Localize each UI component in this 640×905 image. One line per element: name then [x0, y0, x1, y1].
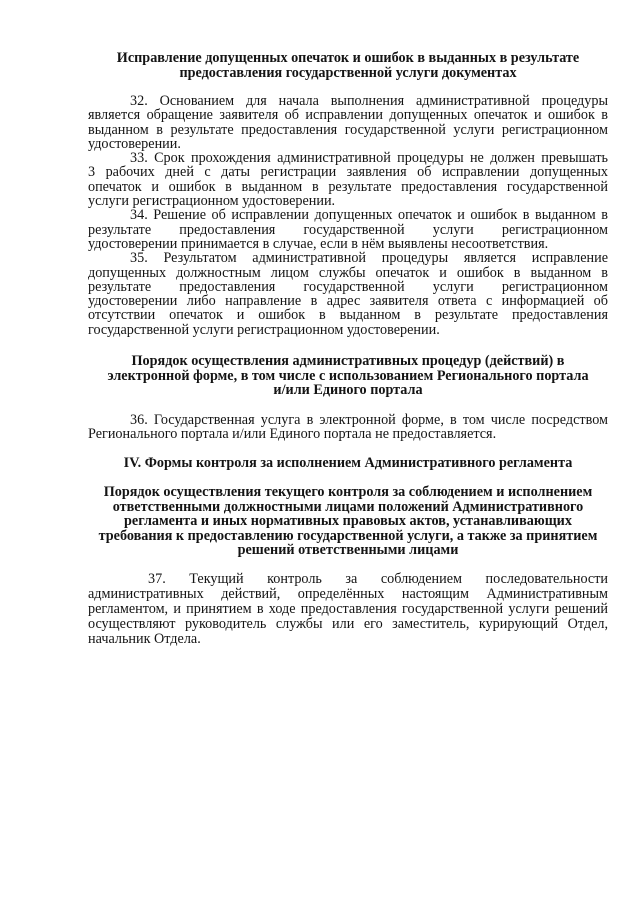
paragraph-number: 34. [130, 207, 148, 224]
paragraph-line: 3 рабочих дней с даты регистрации заявления об исправлении допущенных [88, 164, 608, 181]
chapter-title [88, 456, 608, 471]
paragraph-line: осуществляют руководитель службы или его заместитель, курирующий Отдел, [88, 616, 608, 632]
heading-line: регламента и иных нормативных правовых актов, устанавливающих [124, 513, 572, 529]
heading-line: Исправление допущенных опечаток и ошибок в выданных в результате [116, 50, 580, 66]
paragraph-32 [88, 94, 608, 151]
paragraph-line: отсутствии опечаток и ошибок в выданном в результате предоставления [88, 307, 608, 324]
paragraph-text: Срок прохождения административной процедуры не должен превышать [154, 150, 608, 167]
heading-line: решений ответственными лицами [237, 542, 459, 558]
paragraph-line: государственной услуги регистрационном удостоверении. [88, 321, 440, 338]
section-body-electronic [88, 413, 608, 442]
paragraph-text: Основанием для начала выполнения административной процедуры [159, 93, 608, 109]
paragraph-line: регламентом, и принятием в ходе предоставления государственной услуги решений [88, 601, 608, 617]
section-heading-corrections [88, 51, 608, 81]
paragraph-number: 35. [130, 250, 148, 267]
paragraph-text: Текущий контроль за соблюдением последовательности [189, 571, 609, 587]
heading-line: требования к предоставлению государственной услуги, а также за принятием [98, 527, 598, 544]
section-body-corrections [88, 94, 608, 337]
paragraph-line: является обращение заявителя об исправлении допущенных опечаток и ошибок в [88, 107, 608, 124]
paragraph-36 [88, 413, 608, 442]
paragraph-33 [88, 151, 608, 208]
paragraph-line: услуги регистрационном удостоверении. [88, 193, 336, 210]
section-heading-electronic [88, 354, 608, 398]
paragraph-line: удостоверении либо направление в адрес заявителя ответа с информацией об [88, 293, 608, 310]
paragraph-number: 32. [130, 93, 148, 109]
paragraph-line: начальник Отдела. [88, 631, 201, 647]
paragraph-35 [88, 251, 608, 337]
paragraph-first-line [88, 208, 608, 222]
heading-line: предоставления государственной услуги документах [179, 65, 517, 81]
paragraph-number: 36. [130, 412, 148, 428]
paragraph-line: административных действий, определённых настоящим Административным [88, 586, 608, 602]
chapter-title-line: IV. Формы контроля за исполнением Административного регламента [123, 455, 573, 471]
paragraph-line: Регионального портала и/или Единого портала не предоставляется. [88, 426, 497, 443]
section-body-control [88, 572, 608, 647]
paragraph-34 [88, 208, 608, 251]
paragraph-text: Результатом административной процедуры является исправление [163, 250, 608, 267]
paragraph-text: Государственная услуга в электронной форме, в том числе посредством [153, 412, 608, 428]
paragraph-line: опечаток и ошибок в выданном в результате предоставления государственной [88, 178, 608, 195]
heading-line: электронной форме, в том числе с использованием Регионального портала [107, 367, 589, 384]
paragraph-line: результате предоставления государственной услуги регистрационном [88, 221, 608, 238]
paragraph-line: допущенных должностным лицом службы опечаток и ошибок в выданном в [88, 264, 608, 281]
paragraph-text: Решение об исправлении допущенных опечаток и ошибок в выданном в [153, 207, 608, 224]
heading-line: ответственными должностными лицами положений Административного [112, 498, 584, 515]
paragraph-number: 33. [130, 150, 148, 167]
paragraph-number: 37. [148, 571, 166, 587]
paragraph-first-line [88, 572, 608, 587]
paragraph-line: удостоверении. [88, 135, 181, 152]
heading-line: Порядок осуществления административных процедур (действий) в [131, 353, 565, 369]
paragraph-first-line [88, 94, 608, 108]
section-heading-control [88, 485, 608, 558]
heading-line: Порядок осуществления текущего контроля за соблюдением и исполнением [103, 484, 593, 500]
paragraph-first-line [88, 151, 608, 165]
paragraph-line: удостоверении принимается в случае, если в нём выявлены несоответствия. [88, 235, 549, 252]
paragraph-first-line [88, 251, 608, 265]
paragraph-line: результате предоставления государственной услуги регистрационном [88, 278, 608, 295]
heading-line: и/или Единого портала [273, 382, 423, 398]
paragraph-line: выданном в результате предоставления государственной услуги регистрационном [88, 121, 608, 138]
paragraph-37 [88, 572, 608, 647]
paragraph-first-line [88, 413, 608, 427]
